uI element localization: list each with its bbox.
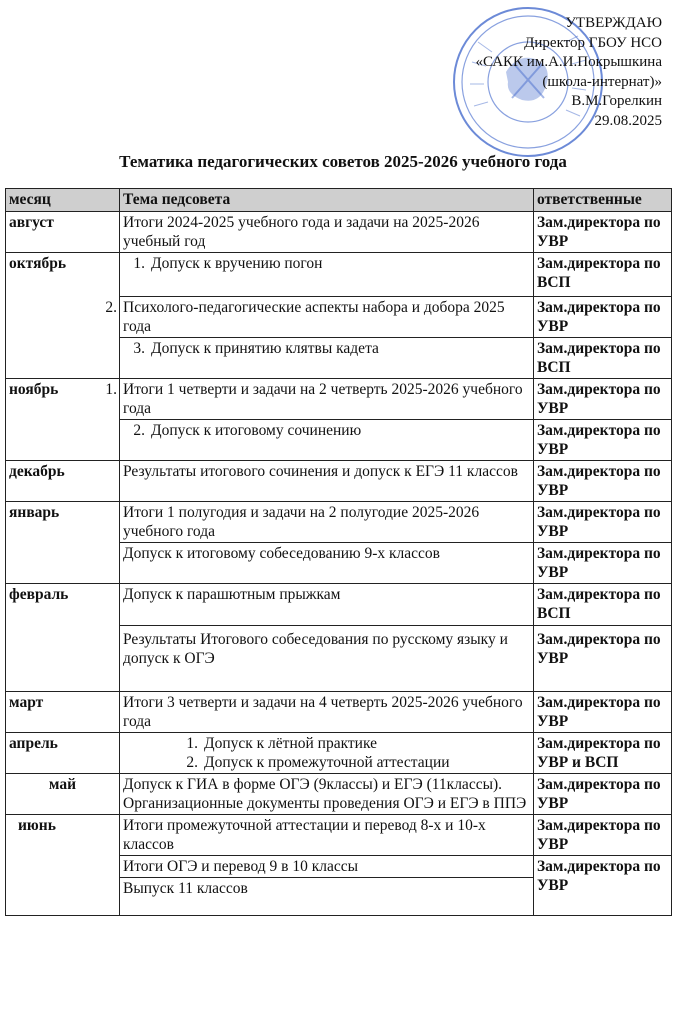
topic-cell: 1. Допуск к вручению погон [120,253,534,297]
topic-cell: 3. Допуск к принятию клятвы кадета [120,338,534,379]
topic-cell: 2. Психолого-педагогические аспекты набора и добора 2025 года [120,297,534,338]
month-cell: январь [6,502,120,584]
approval-line: УТВЕРЖДАЮ [565,15,662,31]
topic-cell: Допуск к ГИА в форме ОГЭ (9классы) и ЕГЭ (11классы). Организационные документы проведения ОГЭ и ЕГЭ в ППЭ [120,774,534,815]
topic-cell: Итоги ОГЭ и перевод 9 в 10 классы [120,856,534,878]
approval-block [475,14,662,131]
responsible-cell: Зам.директора по УВР [534,502,672,543]
topic-cell: Итоги промежуточной аттестации и перевод 8-х и 10-х классов [120,815,534,856]
approval-date: 29.08.2025 [594,112,662,129]
topic-cell: Итоги 1 полугодия и задачи на 2 полугодие 2025-2026 учебного года [120,502,534,543]
approval-signer: В.М.Горелкин [571,93,662,109]
month-cell: октябрь [6,253,120,379]
responsible-cell: Зам.директора по ВСП [534,338,672,379]
topic-cell: Итоги 3 четверти и задачи на 4 четверть 2025-2026 учебного года [120,692,534,733]
table-row [6,502,672,543]
table-row [6,692,672,733]
month-cell: декабрь [6,461,120,502]
responsible-cell: Зам.директора по ВСП [534,253,672,297]
table-row [6,461,672,502]
approval-line: «САКК им.А.И.Покрышкина [475,54,662,70]
responsible-cell: Зам.директора по УВР [534,461,672,502]
month-cell: июнь [6,815,120,916]
table-row [6,379,672,420]
list-item: 1. Допуск к лётной практике [186,735,378,752]
approval-line: Директор ГБОУ НСО [524,34,662,51]
month-cell: август [6,212,120,253]
month-cell: май [6,774,120,815]
responsible-cell: Зам.директора по УВР [534,815,672,856]
topic-cell: Итоги 2024-2025 учебного года и задачи на 2025-2026 учебный год [120,212,534,253]
responsible-cell: Зам.директора по УВР [534,856,672,916]
table-row [6,733,672,774]
table-header-row [6,189,672,212]
topic-cell: Допуск к итоговому собеседованию 9-х классов [120,543,534,584]
responsible-cell: Зам.директора по УВР [534,212,672,253]
topic-cell: Допуск к парашютным прыжкам [120,584,534,626]
responsible-cell: Зам.директора по УВР [534,297,672,338]
month-cell: февраль [6,584,120,692]
list-item: 2. Допуск к промежуточной аттестации [186,754,450,771]
topic-cell: Результаты итогового сочинения и допуск к ЕГЭ 11 классов [120,461,534,502]
table-row [6,774,672,815]
month-cell: апрель [6,733,120,774]
month-cell: март [6,692,120,733]
responsible-cell: Зам.директора по УВР [534,626,672,692]
topic-cell: 2. Допуск к итоговому сочинению [120,420,534,461]
month-cell: ноябрь [6,379,120,461]
responsible-cell: Зам.директора по УВР [534,692,672,733]
responsible-cell: Зам.директора по ВСП [534,584,672,626]
table-row [6,584,672,626]
header-topic: Тема педсовета [120,189,534,212]
responsible-cell: Зам.директора по УВР [534,543,672,584]
table-row [6,212,672,253]
table-row [6,815,672,856]
approval-line: (школа-интернат)» [542,73,662,90]
header-month: месяц [6,189,120,212]
header-responsible: ответственные [534,189,672,212]
responsible-cell: Зам.директора по УВР [534,774,672,815]
responsible-cell: Зам.директора по УВР и ВСП [534,733,672,774]
table-row [6,253,672,297]
document-title: Тематика педагогических советов 2025-2026 учебного года [119,152,567,171]
topic-cell [120,733,534,774]
topic-cell: Результаты Итогового собеседования по русскому языку и допуск к ОГЭ [120,626,534,692]
responsible-cell: Зам.директора по УВР [534,420,672,461]
topic-cell: Выпуск 11 классов [120,878,534,916]
schedule-table [5,188,672,916]
topic-cell: 1. Итоги 1 четверти и задачи на 2 четверть 2025-2026 учебного года [120,379,534,420]
responsible-cell: Зам.директора по УВР [534,379,672,420]
